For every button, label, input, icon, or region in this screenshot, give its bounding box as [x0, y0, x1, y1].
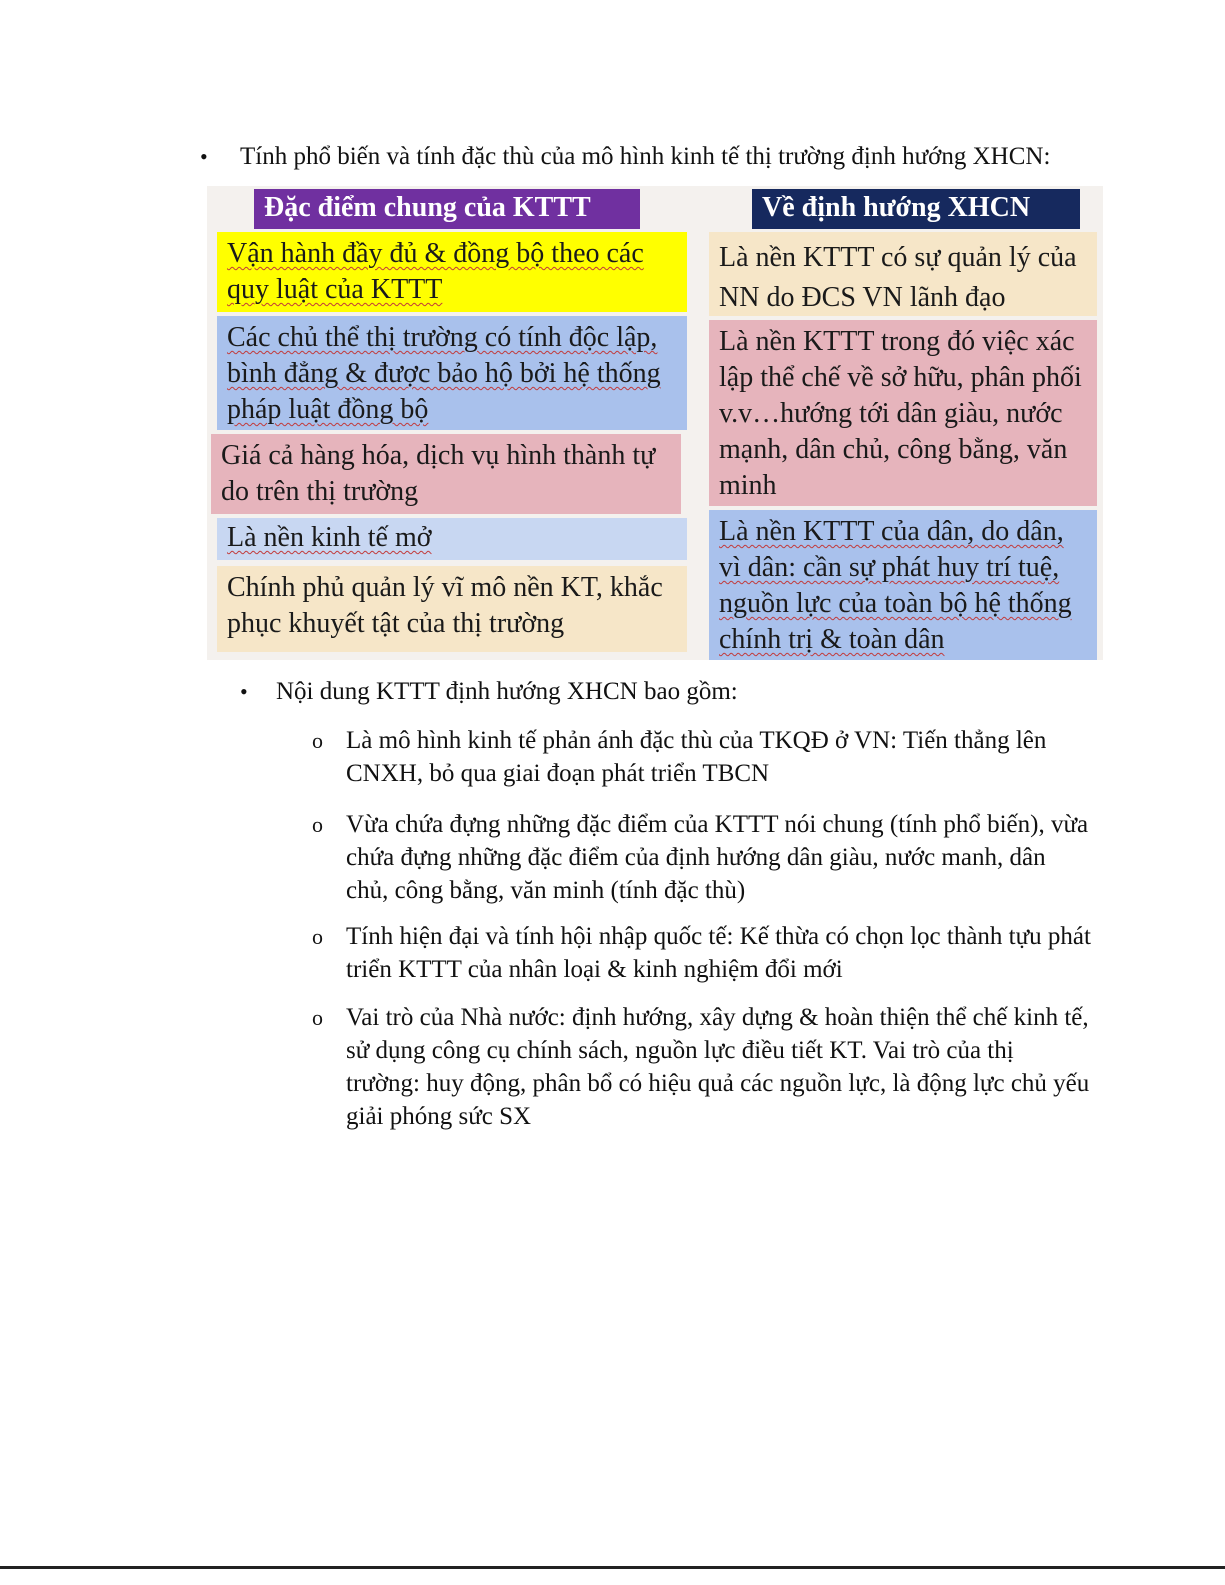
right-item-3: Là nền KTTT của dân, do dân, vì dân: cần sự phát huy trí tuệ, nguồn lực của toàn bộ hệ thống chính trị & toàn dân	[709, 510, 1097, 660]
bullet-dot: •	[200, 144, 208, 169]
right-column-title: Về định hướng XHCN	[752, 189, 1080, 229]
sub-bullet-circle: o	[312, 1005, 323, 1030]
content-item-2-text: Vừa chứa đựng những đặc điểm của KTTT nói chung (tính phổ biến), vừa chứa đựng những đặc điểm của định hướng dân giàu, nước manh, dân chủ, công bằng, văn minh (tính đặc thù)	[346, 811, 1089, 904]
right-item-2: Là nền KTTT trong đó việc xác lập thể chế về sở hữu, phân phối v.v…hướng tới dân giàu, nước mạnh, dân chủ, công bằng, văn minh	[709, 320, 1097, 506]
bullet-dot: •	[240, 679, 248, 704]
sub-bullet-circle: o	[312, 812, 323, 837]
page-bottom-rule	[0, 1566, 1225, 1569]
content-item-3-text: Tính hiện đại và tính hội nhập quốc tế: Kế thừa có chọn lọc thành tựu phát triển KTTT của nhân loại & kinh nghiệm đổi mới	[346, 923, 1091, 983]
sub-bullet-circle: o	[312, 924, 323, 949]
section-heading-text: Tính phổ biến và tính đặc thù của mô hình kinh tế thị trường định hướng XHCN:	[240, 143, 1051, 170]
right-item-1: Là nền KTTT có sự quản lý của NN do ĐCS VN lãnh đạo	[709, 232, 1097, 316]
left-item-2: Các chủ thể thị trường có tính độc lập, bình đẳng & được bảo hộ bởi hệ thống pháp luật đồng bộ	[217, 316, 687, 430]
content-item-1-text: Là mô hình kinh tế phản ánh đặc thù của TKQĐ ở VN: Tiến thẳng lên CNXH, bỏ qua giai đoạn phát triển TBCN	[346, 727, 1047, 787]
left-item-3: Giá cả hàng hóa, dịch vụ hình thành tự do trên thị trường	[211, 434, 681, 514]
left-item-4: Là nền kinh tế mở	[217, 518, 687, 560]
left-column-title: Đặc điểm chung của KTTT	[254, 189, 640, 229]
content-heading-text: Nội dung KTTT định hướng XHCN bao gồm:	[276, 678, 738, 705]
left-item-1: Vận hành đầy đủ & đồng bộ theo các quy luật của KTTT	[217, 232, 687, 312]
sub-bullet-circle: o	[312, 728, 323, 753]
comparison-figure	[207, 186, 1103, 660]
left-item-5: Chính phủ quản lý vĩ mô nền KT, khắc phục khuyết tật của thị trường	[217, 566, 687, 652]
content-item-4-text: Vai trò của Nhà nước: định hướng, xây dựng & hoàn thiện thể chế kinh tế, sử dụng công cụ chính sách, nguồn lực điều tiết KT. Vai trò của thị trường: huy động, phân bổ có hiệu quả các nguồn lực, là động lực chủ yếu giải phóng sức SX	[346, 1004, 1090, 1130]
